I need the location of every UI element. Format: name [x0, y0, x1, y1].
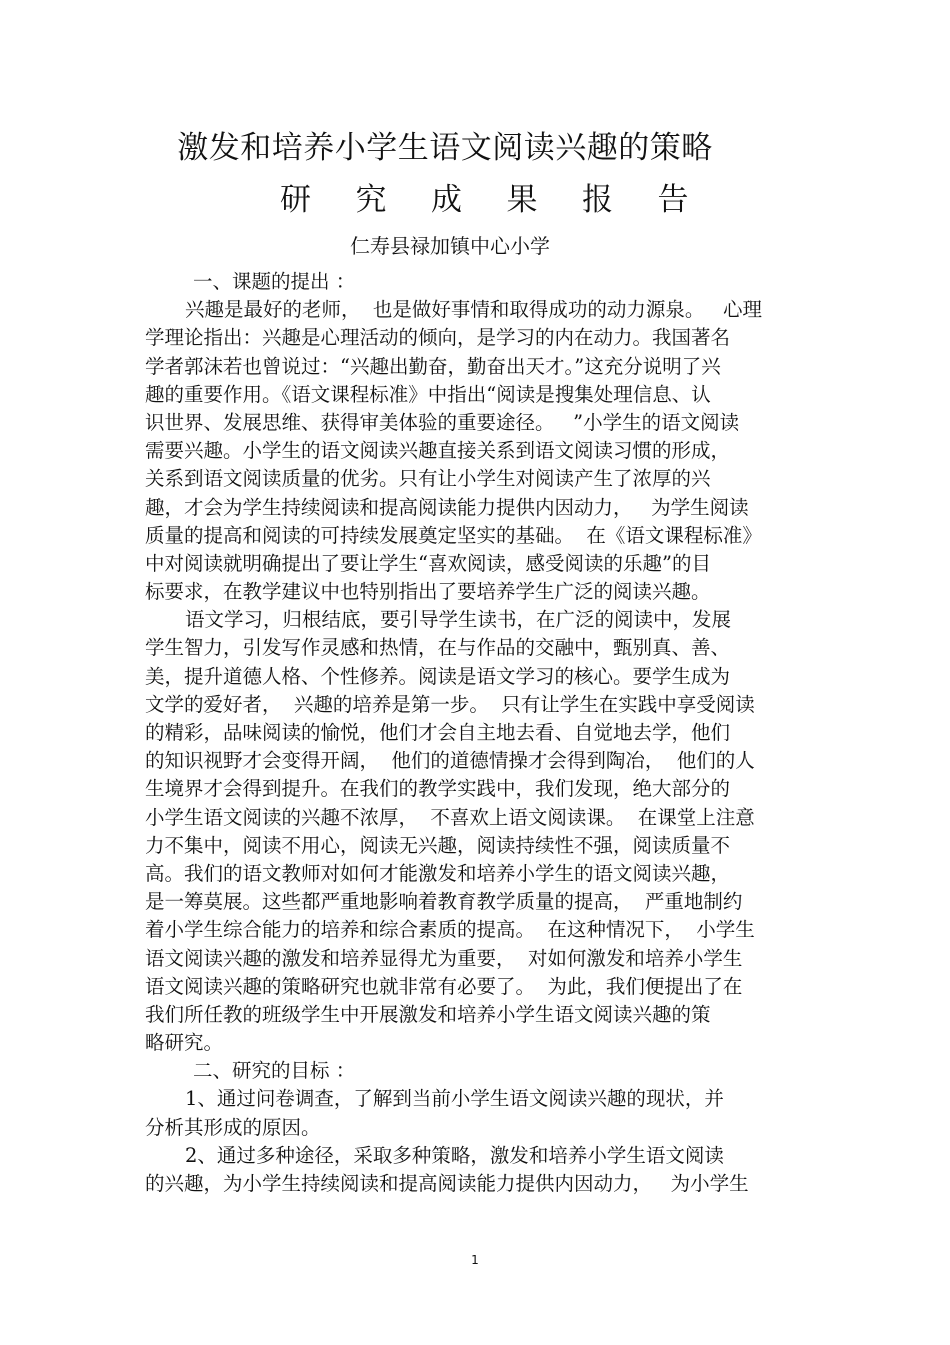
text-line: 略研究。 [145, 1031, 224, 1055]
page-number: 1 [471, 1253, 479, 1267]
text-line: 需要兴趣。小学生的语文阅读兴趣直接关系到语文阅读习惯的形成， [145, 439, 731, 463]
text-line: 兴趣是最好的老师， 也是做好事情和取得成功的动力源泉。 心理 [185, 298, 762, 322]
text-line: 生境界才会得到提升。在我们的教学实践中，我们发现，绝大部分的 [145, 777, 731, 801]
text-line: 学理论指出：兴趣是心理活动的倾向，是学习的内在动力。我国著名 [145, 326, 731, 350]
text-line: 1、通过问卷调查，了解到当前小学生语文阅读兴趣的现状，并 [185, 1087, 724, 1111]
subtitle-char: 报 [582, 182, 614, 218]
document-subtitle [280, 174, 689, 219]
text-line: 趣的重要作用。《语文课程标准》中指出“阅读是搜集处理信息、认 [145, 382, 711, 406]
subtitle-char: 果 [506, 182, 538, 218]
text-line: 美，提升道德人格、个性修养。阅读是语文学习的核心。要学生成为 [145, 664, 731, 688]
text-line: 分析其形成的原因。 [145, 1115, 321, 1139]
text-line: 趣，才会为学生持续阅读和提高阅读能力提供内因动力， 为学生阅读 [145, 495, 749, 519]
text-line: 我们所任教的班级学生中开展激发和培养小学生语文阅读兴趣的策 [145, 1002, 711, 1026]
text-line: 学者郭沫若也曾说过：“兴趣出勤奋，勤奋出天才。”这充分说明了兴 [145, 354, 721, 378]
text-line: 2、通过多种途径，采取多种策略，激发和培养小学生语文阅读 [185, 1143, 724, 1167]
organization-name: 仁寿县禄加镇中心小学 [350, 234, 550, 258]
text-line: 着小学生综合能力的培养和综合素质的提高。 在这种情况下， 小学生 [145, 918, 755, 942]
subtitle-char: 告 [657, 182, 689, 218]
subtitle-char: 研 [280, 182, 312, 218]
text-line: 文学的爱好者， 兴趣的培养是第一步。 只有让学生在实践中享受阅读 [145, 692, 755, 716]
section-heading: 二、研究的目标 ： [193, 1059, 356, 1083]
section-heading: 一、课题的提出 ： [193, 270, 356, 293]
text-line: 是一筹莫展。这些都严重地影响着教育教学质量的提高， 严重地制约 [145, 890, 743, 914]
text-line: 中对阅读就明确提出了要让学生“喜欢阅读，感受阅读的乐趣”的目 [145, 551, 711, 575]
subtitle-char: 成 [431, 182, 463, 218]
text-line: 关系到语文阅读质量的优劣。只有让小学生对阅读产生了浓厚的兴 [145, 467, 711, 491]
text-line: 小学生语文阅读的兴趣不浓厚， 不喜欢上语文阅读课。 在课堂上注意 [145, 805, 755, 829]
subtitle-char: 究 [355, 182, 387, 218]
text-line: 高。我们的语文教师对如何才能激发和培养小学生的语文阅读兴趣， [145, 861, 731, 885]
text-line: 语文学习，归根结底，要引导学生读书，在广泛的阅读中，发展 [185, 608, 732, 632]
text-line: 的知识视野才会变得开阔， 他们的道德情操才会得到陶冶， 他们的人 [145, 749, 755, 773]
text-line: 标要求，在教学建议中也特别指出了要培养学生广泛的阅读兴趣。 [145, 580, 711, 604]
text-line: 力不集中，阅读不用心，阅读无兴趣，阅读持续性不强，阅读质量不 [145, 833, 731, 857]
text-line: 质量的提高和阅读的可持续发展奠定坚实的基础。 在《语文课程标准》 [145, 523, 762, 547]
document-title: 激发和培养小学生语文阅读兴趣的策略 [177, 130, 713, 166]
text-line: 的兴趣，为小学生持续阅读和提高阅读能力提供内因动力， 为小学生 [145, 1172, 749, 1195]
text-line: 的精彩，品味阅读的愉悦，他们才会自主地去看、自觉地去学，他们 [145, 721, 731, 744]
text-line: 学生智力，引发写作灵感和热情，在与作品的交融中，甄别真、善、 [145, 636, 731, 660]
text-line: 语文阅读兴趣的激发和培养显得尤为重要， 对如何激发和培养小学生 [145, 946, 743, 970]
text-line: 识世界、发展思维、获得审美体验的重要途径。 ”小学生的语文阅读 [145, 410, 740, 434]
text-line: 语文阅读兴趣的策略研究也就非常有必要了。 为此，我们便提出了在 [145, 974, 743, 998]
body-text [145, 268, 815, 1198]
